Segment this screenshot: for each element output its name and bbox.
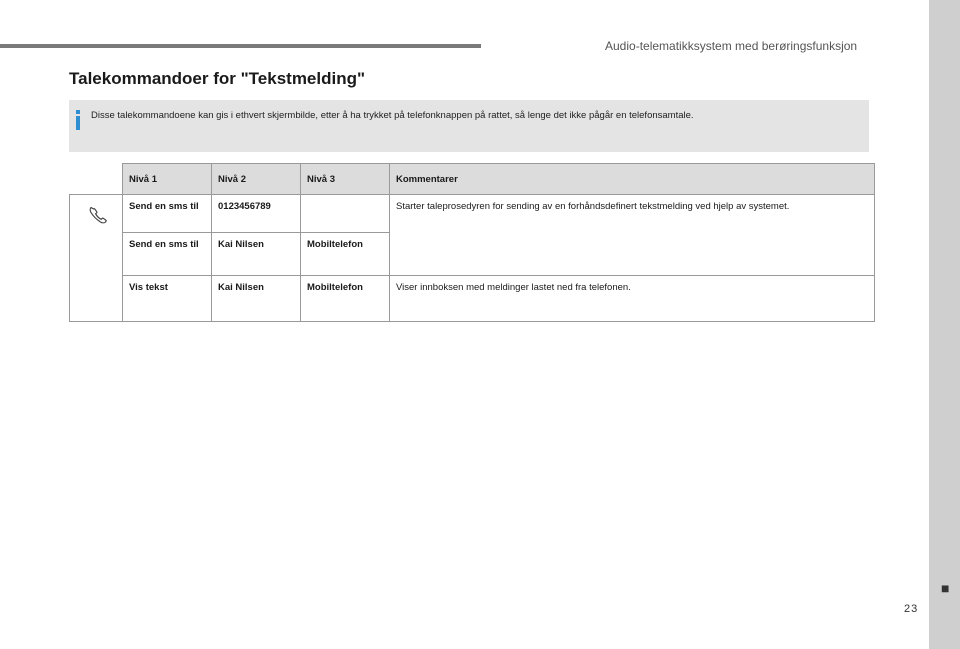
table-row (70, 276, 875, 322)
phone-cell (70, 195, 123, 322)
table-header-level2: Nivå 2 (212, 164, 301, 195)
row3-comment: Viser innboksen med meldinger lastet ned fra telefonen. (390, 276, 875, 322)
phone-handset-icon (88, 205, 108, 225)
info-text: Disse talekommandoene kan gis i ethvert skjermbilde, etter å ha trykket på telefonknappen på rattet, så lenge det ikke pågår en telefonsamtale. (91, 110, 694, 121)
row3-level3: Mobiltelefon (301, 276, 390, 322)
row2-level3: Mobiltelefon (301, 233, 390, 276)
table-header-level3: Nivå 3 (301, 164, 390, 195)
row3-level1: Vis tekst (123, 276, 212, 322)
row1-level2: 0123456789 (212, 195, 301, 233)
table-row (70, 195, 875, 233)
page-sidebar (929, 0, 960, 649)
page-title: Talekommandoer for "Tekstmelding" (69, 69, 366, 88)
table-header-level1: Nivå 1 (123, 164, 212, 195)
row1-level3 (301, 195, 390, 233)
sidebar-marker: ■ (941, 580, 950, 596)
row1-level1: Send en sms til (123, 195, 212, 233)
info-icon (75, 110, 81, 130)
row1-comment: Starter taleprosedyren for sending av en forhåndsdefinert tekstmelding ved hjelp av systemet. (390, 195, 875, 276)
section-title: Audio-telematikksystem med berøringsfunksjon (605, 39, 858, 53)
row2-level1: Send en sms til (123, 233, 212, 276)
table-header-comments: Kommentarer (390, 164, 875, 195)
row2-level2: Kai Nilsen (212, 233, 301, 276)
table-header-blank (70, 164, 123, 195)
info-box (69, 100, 869, 152)
header-rule (0, 44, 481, 48)
row3-level2: Kai Nilsen (212, 276, 301, 322)
page-number: 23 (904, 603, 919, 615)
table-header-row (70, 164, 875, 195)
voice-command-table (69, 163, 875, 322)
